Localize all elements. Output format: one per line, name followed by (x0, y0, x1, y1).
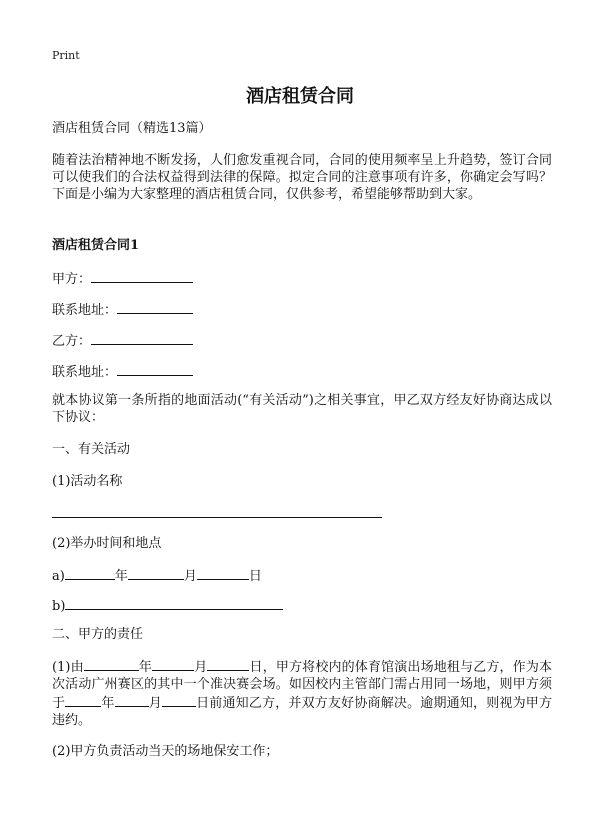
year-label: 年 (114, 569, 128, 584)
notice-month-blank (115, 693, 149, 707)
duty1-month-label: 月 (194, 660, 208, 675)
day-blank (197, 566, 249, 580)
duty1-prefix: (1)由 (52, 660, 84, 675)
duty1-text-2: 日前通知乙方，并双方友好协商解决。逾期通知，则视为甲方违约。 (52, 696, 552, 728)
time-place-label: (2)举办时间和地点 (52, 536, 162, 551)
item-a-prefix: a) (52, 569, 65, 584)
address-a-label: 联系地址： (52, 303, 118, 318)
address-b-label: 联系地址： (52, 365, 118, 380)
party-a-blank (91, 268, 193, 283)
page-title: 酒店租赁合同 (246, 86, 354, 107)
activity-name-blank (52, 517, 382, 518)
duty1-year-blank (84, 657, 139, 671)
party-b-label: 乙方： (52, 334, 92, 349)
duty1-month-blank (152, 657, 194, 671)
place-line-b (52, 596, 283, 615)
date-line-a (52, 566, 262, 585)
doc-subtitle: 酒店租赁合同（精选13篇） (52, 121, 212, 136)
notice-year-label: 年 (101, 696, 115, 711)
duty1-day-blank (207, 657, 249, 671)
year-blank (65, 566, 115, 580)
section-activity-heading: 一、有关活动 (52, 442, 131, 457)
duty1-paragraph (52, 657, 552, 729)
duty1-year-label: 年 (138, 660, 153, 675)
address-b-line (52, 361, 193, 381)
month-blank (128, 566, 184, 580)
activity-name-label: (1)活动名称 (52, 474, 123, 489)
item-b-prefix: b) (52, 599, 66, 614)
address-b-blank (117, 361, 193, 376)
notice-month-label: 月 (148, 696, 162, 711)
party-b-line (52, 330, 193, 350)
month-label: 月 (183, 569, 197, 584)
notice-year-blank (65, 693, 101, 707)
place-blank (65, 596, 283, 610)
address-a-blank (117, 299, 193, 314)
agreement-paragraph: 就本协议第一条所指的地面活动(“有关活动”)之相关事宜，甲乙双方经友好协商达成以下协议： (52, 393, 552, 425)
section-duty-heading: 二、甲方的责任 (52, 627, 144, 642)
duty1-text-1: 日，甲方将校内的体育馆演出场地租与乙方，作为本次活动广州赛区的其中一个准决赛会场。如因校内主管部门需占用同一场地，则甲方须于 (52, 660, 552, 711)
print-link[interactable]: Print (52, 49, 80, 62)
party-a-label: 甲方： (52, 272, 92, 287)
party-a-line (52, 268, 193, 288)
party-b-blank (91, 330, 193, 345)
notice-day-blank (162, 693, 196, 707)
address-a-line (52, 299, 193, 319)
day-label: 日 (248, 569, 262, 584)
duty2-line: (2)甲方负责活动当天的场地保安工作； (52, 744, 279, 759)
intro-paragraph: 随着法治精神地不断发扬，人们愈发重视合同，合同的使用频率呈上升趋势，签订合同可以使我们的合法权益得到法律的保障。拟定合同的注意事项有许多，你确定会写吗？下面是小编为大家整理的酒店租赁合同，仅供参考，希望能够帮助到大家。 (52, 153, 552, 202)
section-heading: 酒店租赁合同1 (52, 238, 140, 253)
